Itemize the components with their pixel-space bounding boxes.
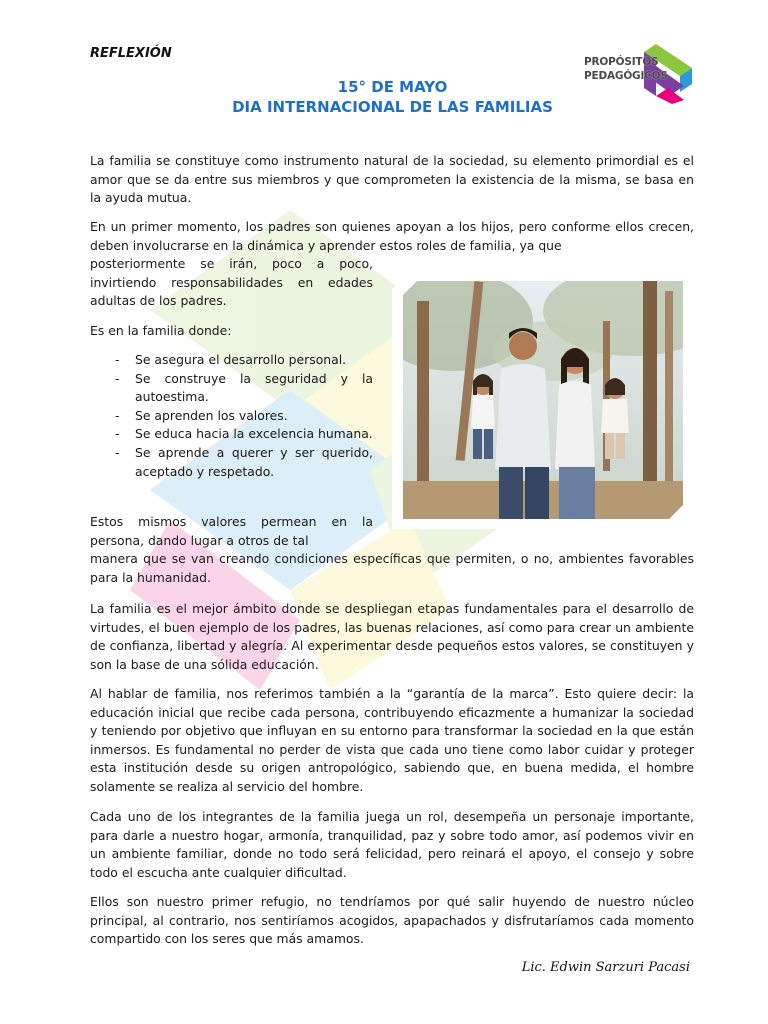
title-line-2: DIA INTERNACIONAL DE LAS FAMILIAS [232,98,553,116]
logo-line-1: PROPÓSITOS [584,56,659,68]
list-item: - Se educa hacia la excelencia humana. [90,425,373,444]
paragraph-5: La familia es el mejor ámbito donde se despliegan etapas fundamentales para el desarrollo de virtudes, el buen ejemplo de los padres, las buenas relaciones, así como para crear un ambiente de confianza, libertad y alegría. Al experimentar desde pequeños estos valores, se constituyen y son la base de una sólida educación. [90,601,694,672]
family-photo [403,281,683,519]
section-label: REFLEXIÓN [90,46,172,61]
list-item-text: Se educa hacia la excelencia humana. [135,426,373,442]
paragraph-8: Ellos son nuestro primer refugio, no tendríamos por qué salir huyendo de nuestro núcleo principal, al contrario, nos sentiríamos acogidos, apapachados y disfrutaríamos cada momento compartido con los seres que más amamos. [90,894,694,947]
list-item: - Se construye la seguridad y la autoestima. [90,370,373,407]
paragraph-6: Al hablar de familia, nos referimos también a la “garantía de la marca”. Esto quiere decir: la educación inicial que recibe cada persona, contribuyendo eficazmente a humanizar la sociedad y teniendo por objetivo que influyan en su entorno para transformar la sociedad en la que están inmersos. Es fundamental no perder de vista que cada uno tiene como labor cuidar y proteger esta institución desde su origen antropológico, sabiendo que, en buena medida, el hombre solamente se realiza al servicio del hombre. [90,686,694,794]
photo-frame [392,271,695,529]
list-item: - Se aprende a querer y ser querido, aceptado y respetado. [90,444,373,481]
logo-line-2: PEDAGÓGICOS [584,70,668,82]
list-item-text: Se aprenden los valores. [135,407,288,423]
paragraph-3: Es en la familia donde: [90,323,232,338]
list-item: - Se aprenden los valores. [90,407,373,426]
paragraph-1: La familia se constituye como instrumento natural de la sociedad, su elemento primordial es el amor que se da entre sus miembros y que comprometen la existencia de la misma, se basa en la ayuda mutua. [90,153,694,206]
list-item-text: Se aprende a querer y ser querido, aceptado y respetado. [135,444,373,479]
paragraph-2-narrow: posteriormente se irán, poco a poco, invirtiendo responsabilidades en edades adultas de los padres. [90,256,373,309]
paragraph-4-full: manera que se van creando condiciones específicas que permiten, o no, ambientes favorables para la humanidad. [90,551,694,585]
list-item: - Se asegura el desarrollo personal. [90,351,373,370]
paragraph-2-full: En un primer momento, los padres son quienes apoyan a los hijos, pero conforme ellos crecen, deben involucrarse en la dinámica y aprender estos roles de familia, ya que [90,219,694,253]
author-signature: Lic. Edwin Sarzuri Pacasi [521,960,690,975]
list-item-text: Se construye la seguridad y la autoestima. [135,370,373,405]
paragraph-7: Cada uno de los integrantes de la familia juega un rol, desempeña un personaje importante, para darle a nuestro hogar, armonía, tranquilidad, paz y sobre todo amor, así podemos vivir en un ambiente familiar, donde no todo será felicidad, pero reinará el apoyo, el consejo y sobre todo el escucha ante cualquier dificultad. [90,809,694,880]
page-title [90,77,695,117]
list-item-text: Se asegura el desarrollo personal. [135,352,347,367]
bullet-list [90,351,373,481]
title-line-1: 15° DE MAYO [337,78,448,96]
paragraph-4-narrow: Estos mismos valores permean en la persona, dando lugar a otros de tal [90,514,373,548]
